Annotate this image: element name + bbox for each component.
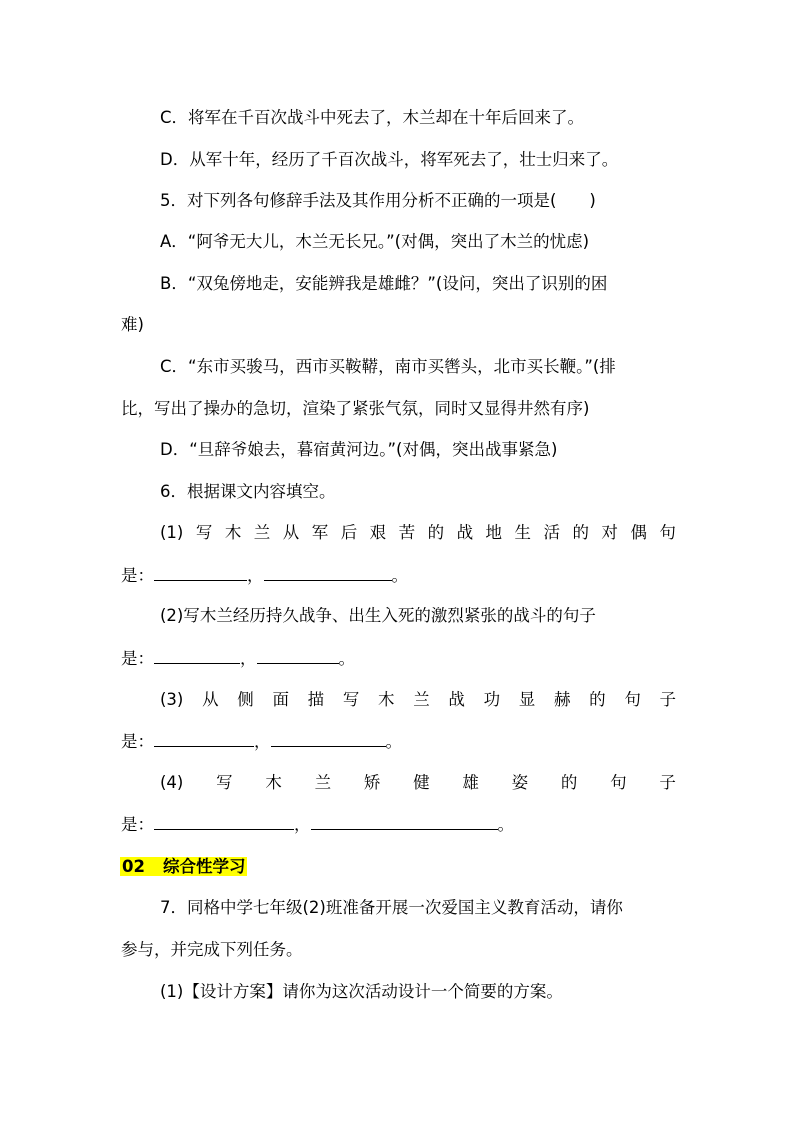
fill-blank[interactable] [271,729,386,747]
q6-stem: 6．根据课文内容填空。 [160,482,336,501]
q7-sub1: (1)【设计方案】请你为这次活动设计一个简要的方案。 [160,982,563,1001]
q5-option-d: D．“旦辞爷娘去，暮宿黄河边。”(对偶，突出战事紧急) [160,440,558,459]
q5-option-c-line2: 比，写出了操办的急切，渲染了紧张气氛，同时又显得井然有序) [121,399,590,418]
q6-item1-answer-line: 是： ， 。 [121,563,676,588]
fill-blank[interactable] [264,563,392,581]
q6-item3-prompt: (3) 从 侧 面 描 写 木 兰 战 功 显 赫 的 句 子 [160,690,676,709]
fill-blank[interactable] [154,563,247,581]
q7-stem-line2: 参与，并完成下列任务。 [121,940,303,959]
q6-item3-answer-line: 是： ， 。 [121,729,676,754]
q5-option-a: A．“阿爷无大儿，木兰无长兄。”(对偶，突出了木兰的忧虑) [160,232,590,251]
q6-item2-answer-line: 是： ， 。 [121,646,676,671]
fill-blank[interactable] [154,729,254,747]
q5-option-b-line2: 难) [121,315,144,334]
q7-stem-line1: 7．同格中学七年级(2)班准备开展一次爱国主义教育活动，请你 [160,898,623,917]
q6-item4-answer-line: 是： ， 。 [121,812,676,837]
q5-option-c-line1: C．“东市买骏马，西市买鞍鞯，南市买辔头，北市买长鞭。”(排 [160,357,616,376]
fill-blank[interactable] [257,646,339,664]
q4-option-d: D．从军十年，经历了千百次战斗，将军死去了，壮士归来了。 [160,150,619,169]
q6-item4-prompt: (4) 写 木 兰 矫 健 雄 姿 的 句 子 [160,773,676,792]
q4-option-c: C．将军在千百次战斗中死去了，木兰却在十年后回来了。 [160,108,585,127]
fill-blank[interactable] [154,812,294,830]
q5-stem: 5．对下列各句修辞手法及其作用分析不正确的一项是( ) [160,191,596,210]
section-title: 综合性学习 [147,857,248,876]
q6-item1-prompt: (1) 写 木 兰 从 军 后 艰 苦 的 战 地 生 活 的 对 偶 句 [160,523,676,542]
q5-option-b-line1: B．“双兔傍地走，安能辨我是雄雌？”(设问，突出了识别的困 [160,274,608,293]
fill-blank[interactable] [311,812,498,830]
section-number: 02 [122,857,145,876]
fill-blank[interactable] [154,646,240,664]
q6-item2-prompt: (2)写木兰经历持久战争、出生入死的激烈紧张的战斗的句子 [160,606,596,625]
section-header [120,855,247,879]
